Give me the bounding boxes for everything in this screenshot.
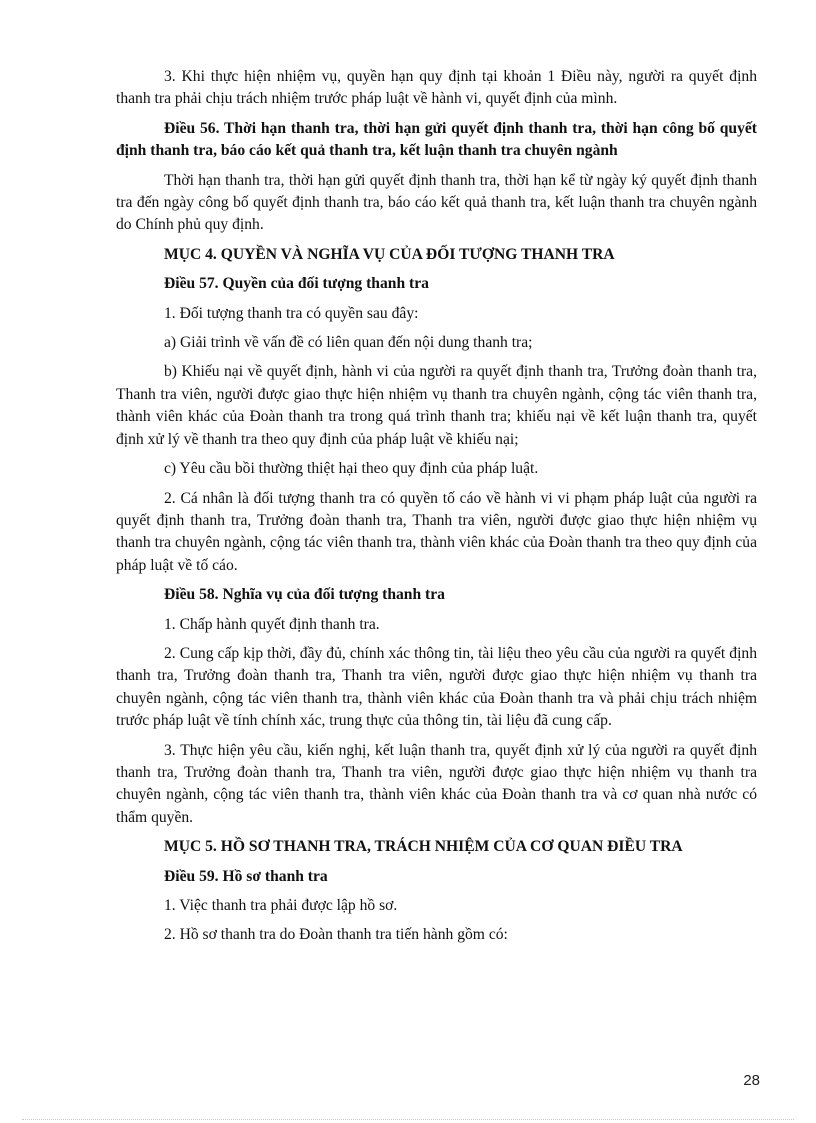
paragraph-article59-clause2: 2. Hồ sơ thanh tra do Đoàn thanh tra tiến hành gồm có: xyxy=(164,926,508,944)
section-5-heading: MỤC 5. HỒ SƠ THANH TRA, TRÁCH NHIỆM CỦA CƠ QUAN ĐIỀU TRA xyxy=(164,838,683,856)
paragraph-article57-clause1: 1. Đối tượng thanh tra có quyền sau đây: xyxy=(164,304,419,322)
document-page xyxy=(116,66,757,954)
article-58-heading: Điều 58. Nghĩa vụ của đối tượng thanh tra xyxy=(164,586,445,604)
page-number: 28 xyxy=(743,1072,760,1089)
paragraph-article55-clause3: 3. Khi thực hiện nhiệm vụ, quyền hạn quy định tại khoản 1 Điều này, người ra quyết định thanh tra phải chịu trách nhiệm trước pháp luật về hành vi, quyết định của mình. xyxy=(116,68,757,108)
paragraph-article56-body: Thời hạn thanh tra, thời hạn gửi quyết định thanh tra, thời hạn kể từ ngày ký quyết định thanh tra đến ngày công bố quyết định thanh tra, báo cáo kết quả thanh tra, kết luận thanh tra chuyên ngành do Chính phủ quy định. xyxy=(116,171,757,234)
paragraph-article58-clause2: 2. Cung cấp kịp thời, đầy đủ, chính xác thông tin, tài liệu theo yêu cầu của người ra quyết định thanh tra, Trưởng đoàn thanh tra, Thanh tra viên, người được giao thực hiện nhiệm vụ thanh tra chuyên ngành, cộng tác viên thanh tra, thành viên khác của Đoàn thanh tra và phải chịu trách nhiệm trước pháp luật về tính chính xác, trung thực của thông tin, tài liệu đã cung cấp. xyxy=(116,644,757,730)
section-4-heading: MỤC 4. QUYỀN VÀ NGHĨA VỤ CỦA ĐỐI TƯỢNG THANH TRA xyxy=(164,245,615,263)
article-57-heading: Điều 57. Quyền của đối tượng thanh tra xyxy=(164,275,429,293)
paragraph-article57-point-c: c) Yêu cầu bồi thường thiệt hại theo quy định của pháp luật. xyxy=(164,460,539,478)
paragraph-article57-point-a: a) Giải trình về vấn đề có liên quan đến nội dung thanh tra; xyxy=(164,334,533,352)
paragraph-article57-point-b: b) Khiếu nại về quyết định, hành vi của người ra quyết định thanh tra, Trưởng đoàn thanh tra, Thanh tra viên, người được giao thực hiện nhiệm vụ thanh tra chuyên ngành, cộng tác viên thanh tra, thành viên khác của Đoàn thanh tra trong quá trình thanh tra; khiếu nại về kết luận thanh tra, quyết định xử lý về thanh tra theo quy định của pháp luật về khiếu nại; xyxy=(116,363,757,448)
paragraph-article58-clause3: 3. Thực hiện yêu cầu, kiến nghị, kết luận thanh tra, quyết định xử lý của người ra quyết định thanh tra, Trưởng đoàn thanh tra, Thanh tra viên, người được giao thực hiện nhiệm vụ thanh tra chuyên ngành, cộng tác viên thanh tra, thành viên khác của Đoàn thanh tra và cơ quan nhà nước có thẩm quyền. xyxy=(116,741,757,826)
article-56-heading: Điều 56. Thời hạn thanh tra, thời hạn gửi quyết định thanh tra, thời hạn công bố quyết định thanh tra, báo cáo kết quả thanh tra, kết luận thanh tra chuyên ngành xyxy=(116,119,757,160)
paragraph-article58-clause1: 1. Chấp hành quyết định thanh tra. xyxy=(164,615,380,633)
paragraph-article57-clause2: 2. Cá nhân là đối tượng thanh tra có quyền tố cáo về hành vi vi phạm pháp luật của người ra quyết định thanh tra, Trưởng đoàn thanh tra, Thanh tra viên, người được giao thực hiện nhiệm vụ thanh tra chuyên ngành, cộng tác viên thanh tra, thành viên khác của Đoàn thanh tra theo quy định của pháp luật về tố cáo. xyxy=(116,489,757,574)
page-bottom-divider xyxy=(22,1119,794,1120)
paragraph-article59-clause1: 1. Việc thanh tra phải được lập hồ sơ. xyxy=(164,897,398,914)
article-59-heading: Điều 59. Hồ sơ thanh tra xyxy=(164,867,328,885)
